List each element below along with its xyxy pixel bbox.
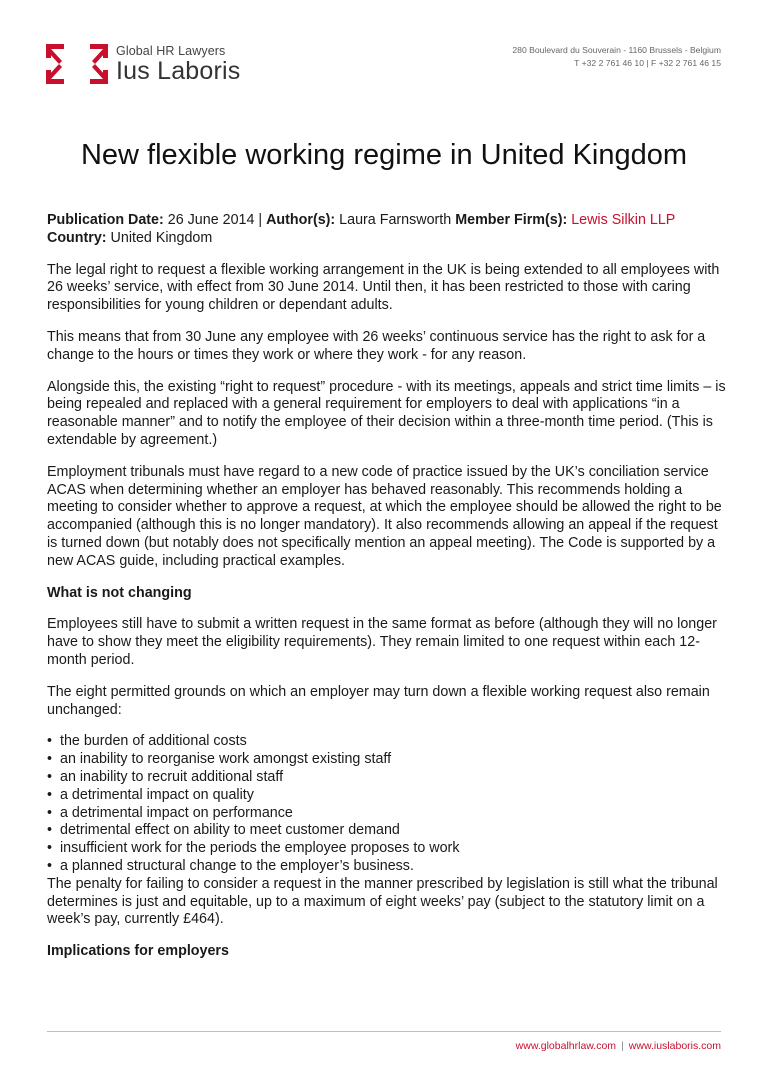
bullet-icon: • (47, 804, 53, 821)
paragraph: Employees still have to submit a written request in the same format as before (although they will no longer have to show they meet the eligibility requirements). They remain limited to one request within each 12-month period. (47, 616, 717, 668)
publication-date-label: Publication Date: (47, 212, 164, 228)
publication-date-value: 26 June 2014 | (167, 212, 263, 228)
grounds-list (47, 733, 727, 875)
bullet-icon: • (47, 786, 53, 803)
address-line: 280 Boulevard du Souverain - 1160 Brussels - Belgium (512, 45, 721, 55)
bullet-icon: • (47, 751, 53, 768)
paragraph: The legal right to request a flexible working arrangement in the UK is being extended to all employees with 26 weeks’ service, with effect from 30 June 2014. Until then, it has been restricted to those with caring responsibilities for young children or dependant adults. (47, 261, 720, 314)
article-body (47, 212, 727, 975)
bullet-icon: • (47, 768, 53, 785)
paragraph: Employment tribunals must have regard to a new code of practice issued by the UK’s conciliation service ACAS when determining whether an employer has behaved reasonably. This recommends holding a meeting to consider whether to approve a request, at which the employee should be allowed the right to be accompanied (although this is no longer mandatory). It also recommends allowing an appeal if the request is turned down (but notably does not specifically mention an appeal meeting). The Code is supported by a new ACAS guide, including practical examples. (47, 463, 722, 569)
logo-tagline: Global HR Lawyers (116, 44, 226, 58)
paragraph: Alongside this, the existing “right to request” procedure - with its meetings, appeals and strict time limits – is being repealed and replaced with a general requirement for employers to deal with applications “in a reasonable manner” and to notify the employee of their decision within a three-month time period. (This is extendable by agreement.) (47, 378, 726, 448)
list-item: • a detrimental impact on quality (47, 786, 254, 803)
bullet-icon: • (47, 857, 53, 874)
footer-divider (47, 1031, 721, 1032)
logo-brand-name: Ius Laboris (116, 57, 241, 85)
paragraph: This means that from 30 June any employee with 26 weeks’ continuous service has the right to ask for a change to the hours or times they work or where they work - for any reason. (47, 328, 706, 363)
country-value: United Kingdom (110, 229, 213, 246)
iuslaboris-link[interactable]: www.iuslaboris.com (628, 1040, 721, 1052)
footer-separator: | (621, 1040, 624, 1052)
section-heading-implications: Implications for employers (47, 943, 229, 960)
phone-fax-line: T +32 2 761 46 10 | F +32 2 761 46 15 (574, 57, 721, 68)
globalhrlaw-link[interactable]: www.globalhrlaw.com (515, 1040, 617, 1052)
bullet-icon: • (47, 822, 53, 839)
ius-laboris-logo-mark-icon (46, 44, 108, 84)
list-item: • a planned structural change to the employer’s business. (47, 857, 414, 874)
ius-laboris-logo (46, 44, 241, 84)
page-title: New flexible working regime in United Kingdom (80, 139, 688, 171)
list-item: • insufficient work for the periods the employee proposes to work (47, 840, 460, 857)
publication-meta (47, 212, 727, 248)
paragraph: The penalty for failing to consider a request in the manner prescribed by legislation is still what the tribunal determines is just and equitable, up to a maximum of eight weeks’ pay (subject to the statutory limit on a week’s pay, currently £464). (47, 875, 718, 928)
footer-links (516, 1040, 721, 1052)
list-item: • the burden of additional costs (47, 733, 247, 750)
member-firm-link[interactable]: Lewis Silkin LLP (571, 212, 676, 228)
section-heading-not-changing: What is not changing (47, 584, 192, 601)
list-item: • detrimental effect on ability to meet customer demand (47, 822, 400, 839)
member-firm-label: Member Firm(s): (455, 212, 568, 228)
paragraph: The eight permitted grounds on which an employer may turn down a flexible working request also remain unchanged: (47, 683, 710, 718)
author-label: Author(s): (266, 212, 336, 228)
country-label: Country: (47, 229, 107, 246)
header-address (512, 44, 721, 69)
list-item: • a detrimental impact on performance (47, 804, 293, 821)
list-item: • an inability to reorganise work amongst existing staff (47, 751, 392, 768)
list-item: • an inability to recruit additional staff (47, 768, 284, 785)
bullet-icon: • (47, 840, 53, 857)
bullet-icon: • (47, 733, 53, 750)
author-value: Laura Farnsworth (339, 212, 452, 228)
